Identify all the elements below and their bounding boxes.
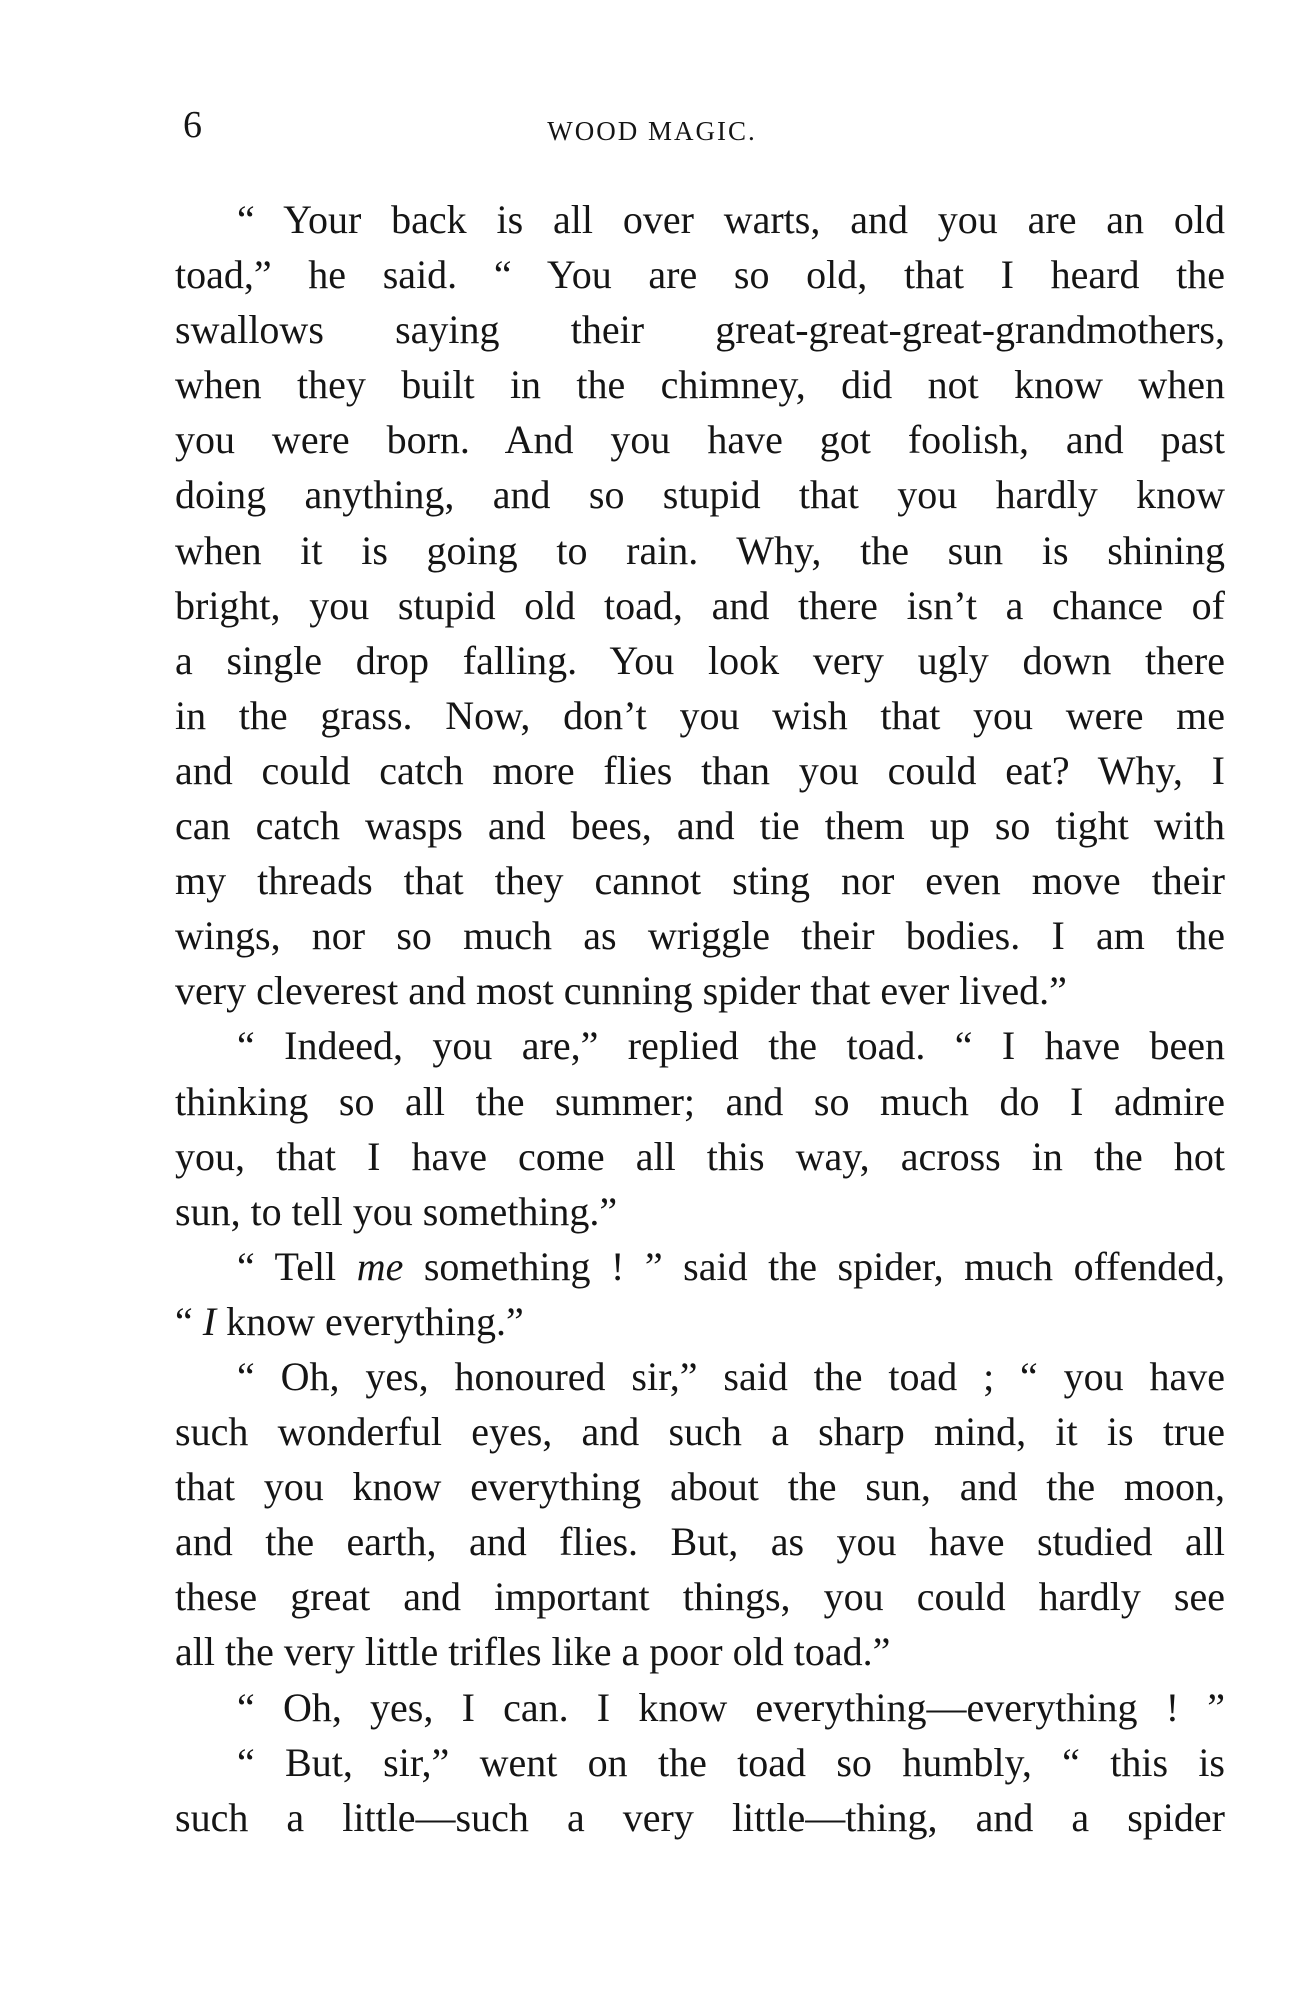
text-line: wings, nor so much as wriggle their bodies. I am the (175, 913, 1225, 959)
text-run: know everything.” (216, 1298, 524, 1344)
text-line: that you know everything about the sun, and the moon, (175, 1464, 1225, 1510)
text-line: when it is going to rain. Why, the sun is shining (175, 527, 1225, 573)
text-line: a single drop falling. You look very ugly down there (175, 637, 1225, 683)
text-run: “ Tell (237, 1243, 357, 1289)
text-line: toad,” he said. “ You are so old, that I heard the (175, 252, 1225, 298)
text-run: “ (175, 1298, 203, 1344)
text-line: you were born. And you have got foolish, and past (175, 417, 1225, 463)
text-line: “ Your back is all over warts, and you are an old (237, 197, 1225, 242)
text-line: all the very little trifles like a poor old toad.” (175, 1629, 891, 1675)
text-line: can catch wasps and bees, and tie them up so tight with (175, 803, 1225, 849)
text-line: when they built in the chimney, did not know when (175, 362, 1225, 408)
text-line: these great and important things, you could hardly see (175, 1574, 1225, 1620)
text-line: you, that I have come all this way, across in the hot (175, 1133, 1225, 1179)
running-head: WOOD MAGIC. (547, 116, 757, 146)
text-line: my threads that they cannot sting nor even move their (175, 858, 1225, 904)
text-line: in the grass. Now, don’t you wish that you were me (175, 692, 1225, 738)
text-line: “ Oh, yes, honoured sir,” said the toad ; “ you have (237, 1353, 1225, 1399)
text-line: “ But, sir,” went on the toad so humbly, “ this is (237, 1739, 1225, 1785)
italic-word: I (202, 1298, 217, 1344)
body-text (175, 192, 1225, 1845)
text-line: and the earth, and flies. But, as you have studied all (175, 1519, 1225, 1565)
text-line (175, 1294, 1225, 1349)
text-line: “ Oh, yes, I can. I know everything—everything ! ” (237, 1684, 1225, 1730)
text-line: and could catch more flies than you could eat? Why, I (175, 747, 1225, 793)
text-line: such a little—such a very little—thing, and a spider (175, 1794, 1225, 1840)
italic-word: me (356, 1243, 404, 1289)
text-line: “ Indeed, you are,” replied the toad. “ I have been (237, 1023, 1225, 1069)
text-line: very cleverest and most cunning spider that ever lived.” (175, 968, 1067, 1014)
text-line: sun, to tell you something.” (175, 1188, 618, 1234)
text-line: bright, you stupid old toad, and there isn’t a chance of (175, 582, 1225, 628)
page-number: 6 (183, 104, 202, 146)
text-line (175, 1239, 1225, 1294)
text-line: swallows saying their great-great-great-grandmothers, (175, 307, 1225, 353)
text-run: something ! ” said the spider, much offended, (403, 1243, 1225, 1289)
text-line: doing anything, and so stupid that you hardly know (175, 472, 1225, 518)
text-line: such wonderful eyes, and such a sharp mind, it is true (175, 1409, 1225, 1455)
text-line: thinking so all the summer; and so much do I admire (175, 1078, 1225, 1124)
